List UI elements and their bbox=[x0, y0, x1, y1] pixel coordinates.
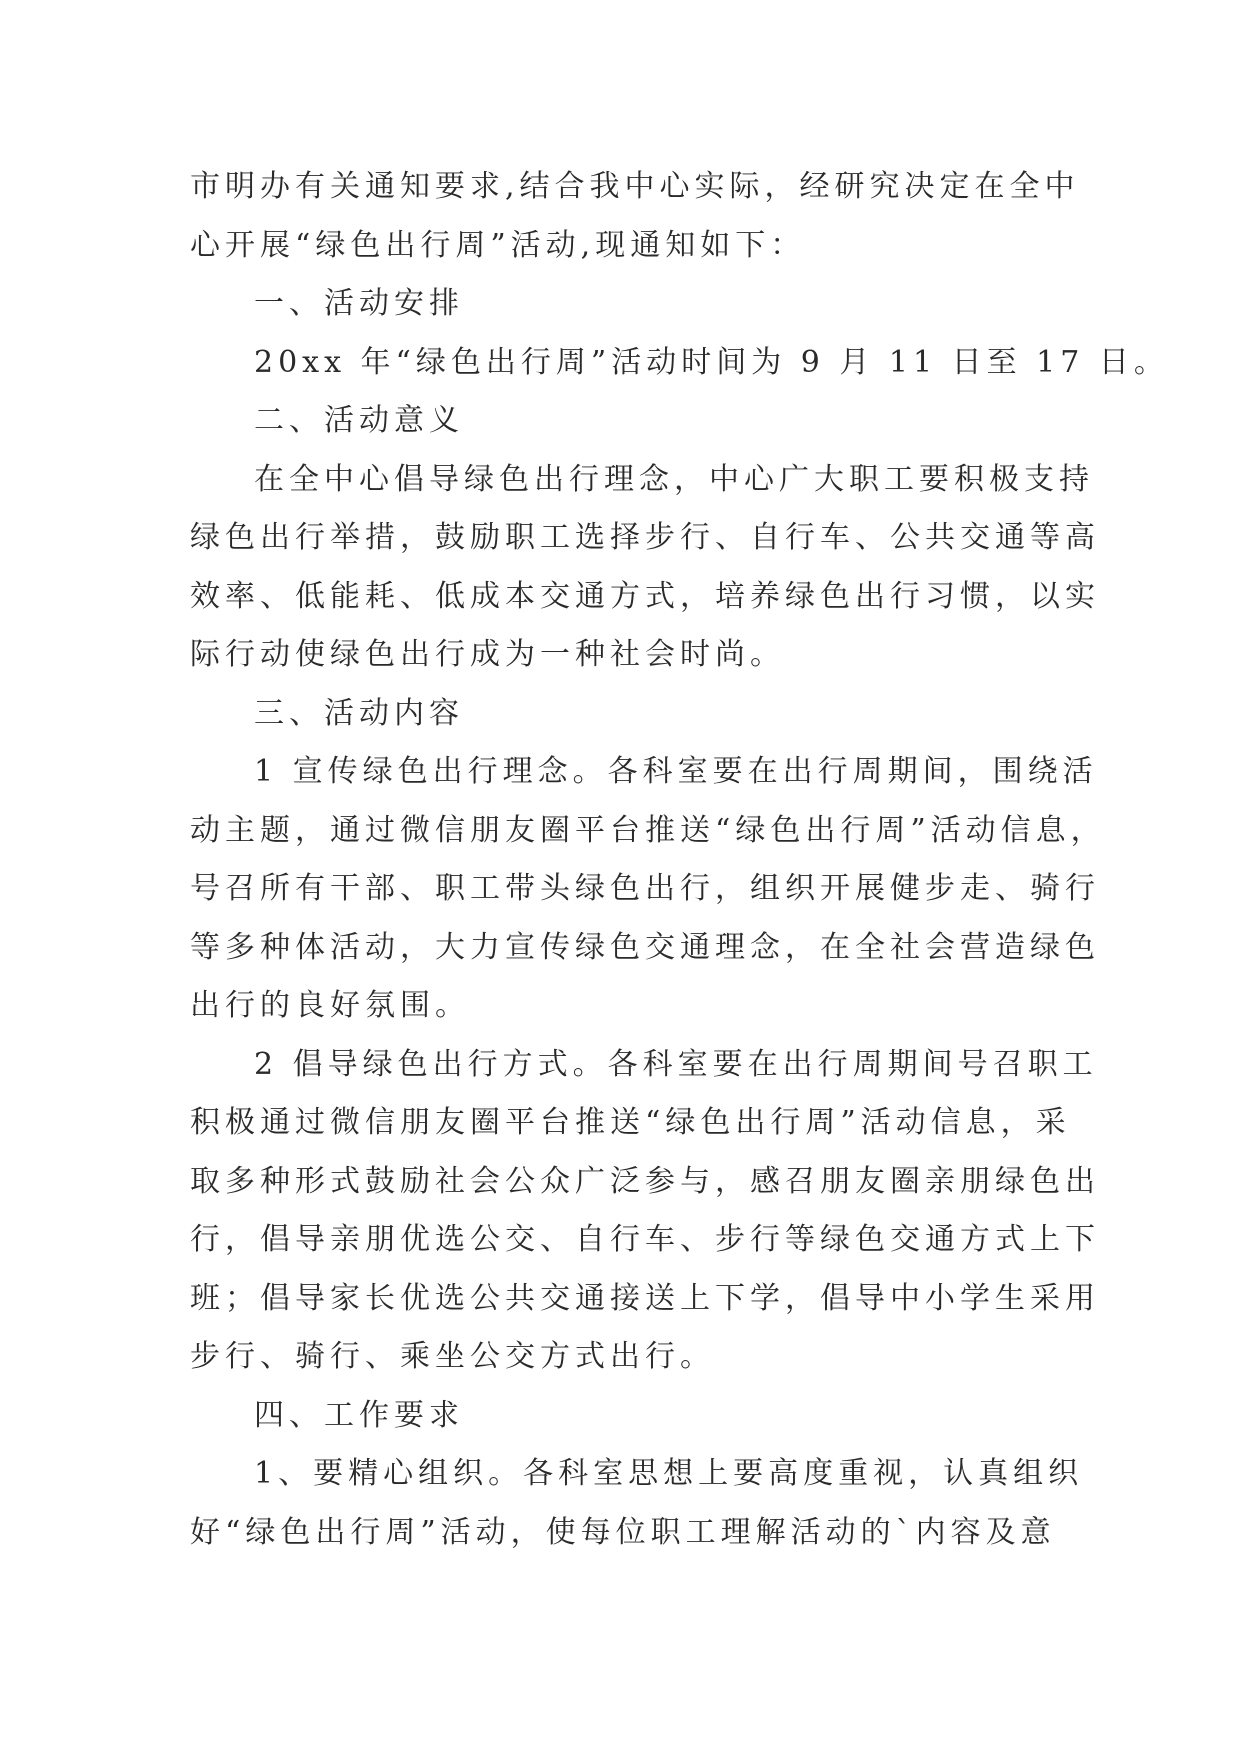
paragraph-line: 2 倡导绿色出行方式。各科室要在出行周期间号召职工 bbox=[254, 1046, 1098, 1082]
document-body bbox=[190, 158, 1169, 1562]
paragraph-line: 行，倡导亲朋优选公交、自行车、步行等绿色交通方式上下 bbox=[190, 1222, 1100, 1257]
section-heading-requirements: 四、工作要求 bbox=[254, 1397, 464, 1433]
paragraph-line: 1 宣传绿色出行理念。各科室要在出行周期间，围绕活 bbox=[254, 754, 1098, 789]
paragraph-line: 效率、低能耗、低成本交通方式，培养绿色出行习惯，以实 bbox=[190, 578, 1100, 614]
paragraph-line: 市明办有关通知要求,结合我中心实际，经研究决定在全中 bbox=[190, 169, 1080, 204]
paragraph-line: 际行动使绿色出行成为一种社会时尚。 bbox=[190, 637, 785, 672]
paragraph-line: 好“绿色出行周”活动，使每位职工理解活动的`内容及意 bbox=[190, 1514, 1056, 1550]
section-heading-content: 三、活动内容 bbox=[254, 695, 464, 731]
section-heading-significance: 二、活动意义 bbox=[254, 403, 464, 438]
paragraph-line: 班；倡导家长优选公共交通接送上下学，倡导中小学生采用 bbox=[190, 1280, 1100, 1316]
paragraph-line: 取多种形式鼓励社会公众广泛参与，感召朋友圈亲朋绿色出 bbox=[190, 1163, 1100, 1199]
paragraph-line: 心开展“绿色出行周”活动,现通知如下： bbox=[190, 227, 806, 263]
paragraph-line: 步行、骑行、乘坐公交方式出行。 bbox=[190, 1339, 715, 1374]
paragraph-line: 在全中心倡导绿色出行理念，中心广大职工要积极支持 bbox=[254, 461, 1094, 497]
paragraph-line: 1、要精心组织。各科室思想上要高度重视，认真组织 bbox=[254, 1456, 1084, 1491]
paragraph-line: 号召所有干部、职工带头绿色出行，组织开展健步走、骑行 bbox=[190, 871, 1100, 906]
paragraph-line: 绿色出行举措，鼓励职工选择步行、自行车、公共交通等高 bbox=[190, 520, 1100, 555]
paragraph-line: 出行的良好氛围。 bbox=[190, 988, 470, 1023]
paragraph-line: 积极通过微信朋友圈平台推送“绿色出行周”活动信息，采 bbox=[190, 1105, 1071, 1140]
paragraph-line: 动主题，通过微信朋友圈平台推送“绿色出行周”活动信息， bbox=[190, 812, 1106, 848]
paragraph-line: 等多种体活动，大力宣传绿色交通理念，在全社会营造绿色 bbox=[190, 929, 1100, 965]
section-heading-arrangement: 一、活动安排 bbox=[254, 286, 464, 321]
paragraph-line: 20xx 年“绿色出行周”活动时间为 9 月 11 日至 17 日。 bbox=[254, 344, 1169, 380]
